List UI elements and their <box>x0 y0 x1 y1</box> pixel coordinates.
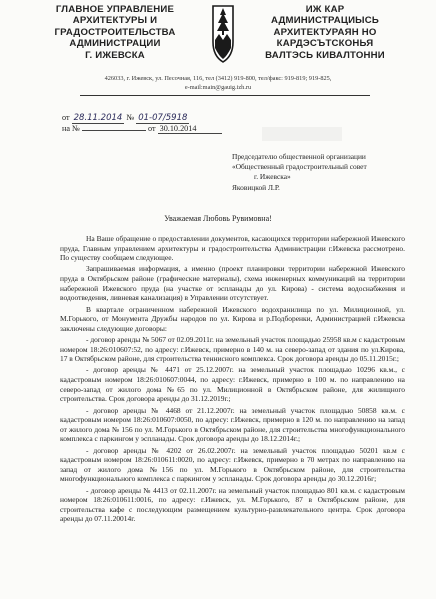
org-line: АДМИНИСТРАЦИЫСЬ <box>271 15 379 27</box>
org-line: АДМИНИСТРАЦИИ <box>69 38 161 50</box>
header-divider <box>80 95 370 96</box>
from-label: от <box>62 113 70 122</box>
body-paragraph: Запрашиваемая информация, а именно (проект планировки территории набережной Ижевского пруда в Октябрьском районе (графические материалы), схема инженерных коммуникаций на территории набережной Ижевского пруда (на участке от эспланады до ул. Кирова) - система водоснабжения и водоотведения, ливневая канализация) в Управлении отсутствует. <box>60 264 405 303</box>
email-line: e-mail:main@gauig.izh.ru <box>184 84 252 91</box>
contract-item: - договор аренды № 4413 от 02.11.2007г. на земельный участок площадью 801 кв.м. с кадастровым номером 18:26:010611:0016, по адресу: г.Ижевск, ул. М.Горького, 87 в Октябрьском районе, для строительства кафе с последующим размещением культурно-развлекательного центра. Срок договора аренды до 07.11.20014г. <box>60 485 405 524</box>
org-line: ГЛАВНОЕ УПРАВЛЕНИЕ <box>55 4 175 15</box>
sender-org-udmurt <box>240 4 410 61</box>
outgoing-registration <box>62 113 189 124</box>
recipient-line: Председателю общественной организации <box>232 152 366 161</box>
contract-item: - договор аренды № 4202 от 26.02.2007г. на земельный участок площадью 50201 кв.м с кадастровым номером 18:26:010611:0020, по адресу: г.Ижевск, примерно в 70 метрах по направлению на запад от жилого дома №156 по ул. М.Горького в Октябрьском районе, для строительства многофункционального комплекса с паркингом у эспланады. Срок договора аренды до 30.12.2016г; <box>60 445 405 484</box>
recipient-block <box>232 152 432 193</box>
contract-item: - договор аренды № 4468 от 21.12.2007г. на земельный участок площадью 50858 кв.м. с кадастровым номером 18:26:010607:0050, по адресу: г.Ижевск, примерно в 120 м. по направлению на запад от жилого дома № 156 по ул. М.Горького в Октябрьском районе, для строительства многофункционального комплекса с паркингом у эспланады. Срок договора аренды до 18.12.2014г.; <box>60 405 405 444</box>
to-from-label: от <box>147 124 156 133</box>
greeting: Уважаемая Любовь Рувимовна! <box>164 214 272 223</box>
org-line: АРХИТЕКТУРАЯН НО <box>273 26 377 38</box>
org-line: Г. ИЖЕВСКА <box>85 49 145 61</box>
org-line: ИЖ КАР <box>305 4 345 15</box>
contract-item: - договор аренды № 4471 от 25.12.2007г. на земельный участок площадью 10296 кв.м., с кадастровым номером 18:26:010607:0044, по адресу: г.Ижевск, примерно в 100 м. по направлению на северо-запад от жилого дома №65 по ул. Милиционной в Октябрьском районе, для жилищного строительства. Срок договора аренды до 31.12.2019г.; <box>60 365 405 404</box>
recipient-line: г. Ижевска» <box>254 172 291 182</box>
org-line: КАРДЭСЪТСКОНЬЯ <box>276 38 374 50</box>
recipient-line: «Общественный градостроительный совет <box>232 162 367 172</box>
sender-org-russian <box>30 4 200 61</box>
org-line: ВАЛТЭСЬ КИВАЛТОННИ <box>265 49 385 61</box>
org-line: ГРАДОСТРОИТЕЛЬСТВА <box>54 26 176 38</box>
incoming-date: 30.10.2014 <box>158 124 222 134</box>
outgoing-number: 01-07/5918 <box>138 113 188 123</box>
incoming-reference <box>62 124 222 134</box>
body-paragraph: На Ваше обращение о предоставлении документов, касающихся территории набережной Ижевского пруда, Главным управлением архитектуры и градостроительства Администрации г.Ижевска рассмотрено. По существу сообщаем следующее. <box>60 234 405 263</box>
number-label: № <box>126 113 135 122</box>
contract-item: - договор аренды № 5067 от 02.09.2011г. на земельный участок площадью 25958 кв.м с кадастровым номером 18:26:010607:52, по адресу: г.Ижевск, примерно в 140 м. на северо-запад от здания по ул.Кирова, 17 в Октябрьском районе, для строительства теннисного комплекса. Срок договора аренды до 05.11.2015г.; <box>60 335 405 364</box>
izhevsk-coat-of-arms-icon <box>210 4 236 64</box>
address-line: 426033, г. Ижевск, ул. Песочная, 116, тел (3412) 919-800, тел/факс: 919-819; 919-825, <box>104 75 332 82</box>
body-paragraph: В квартале ограниченном набережной Ижевского водохранилища по ул. Милиционной, ул. М.Горького, от Монумента Дружбы народов по ул. Кирова и р.Подборенки, Администрацией г.Ижевска заключены следующие договоры: <box>60 304 405 333</box>
redacted-stamp <box>262 127 342 141</box>
org-line: АРХИТЕКТУРЫ И <box>72 15 158 27</box>
outgoing-date: 28.11.2014 <box>73 113 123 123</box>
incoming-number-blank <box>82 130 146 131</box>
letter-body <box>60 234 405 526</box>
to-label: на № <box>62 124 80 133</box>
address-block <box>0 74 436 92</box>
recipient-line: Яковицкой Л.Р. <box>232 182 280 192</box>
